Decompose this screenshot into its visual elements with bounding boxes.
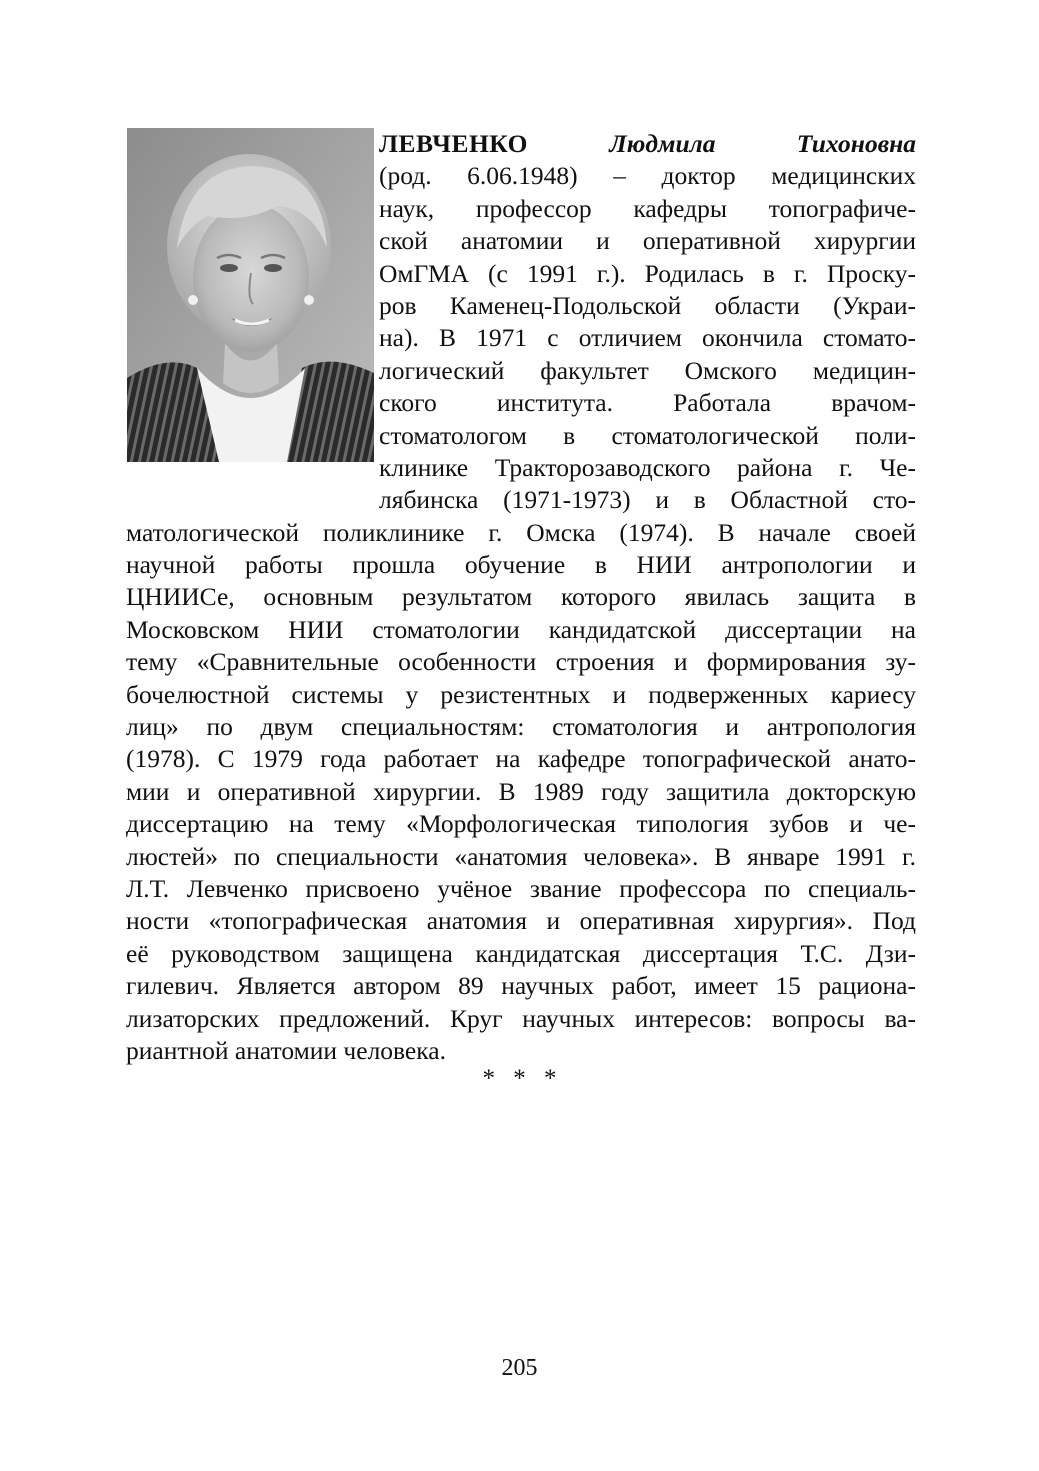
page-number: 205 xyxy=(501,1355,538,1381)
bio-line: риантной анатомии человека. xyxy=(126,1035,446,1065)
bio-line: тему «Сравнительные особенности строения и формирования зу- xyxy=(126,647,916,677)
bio-line: логический факультет Омского медицин- xyxy=(379,355,916,385)
bio-line: Л.Т. Левченко присвоено учёное звание профессора по специаль- xyxy=(126,873,916,903)
bio-line: наук, профессор кафедры топографиче- xyxy=(379,193,916,223)
bio-line: ности «топографическая анатомия и оперативная хирургия». Под xyxy=(126,906,916,936)
section-separator: * * * xyxy=(482,1065,563,1092)
person-surname: ЛЕВЧЕНКО xyxy=(379,129,528,158)
bio-line: матологической поликлинике г. Омска (1974). В начале своей xyxy=(126,517,916,547)
bio-line: ской анатомии и оперативной хирургии xyxy=(379,226,916,256)
bio-line: её руководством защищена кандидатская диссертация Т.С. Дзи- xyxy=(126,938,916,968)
bio-line: ров Каменец-Подольской области (Украи- xyxy=(379,290,916,320)
bio-line: Московском НИИ стоматологии кандидатской диссертации на xyxy=(126,614,916,644)
bio-line: стоматологом в стоматологической поли- xyxy=(379,420,916,450)
bio-line: клинике Тракторозаводского района г. Че- xyxy=(379,452,916,482)
bio-line: на). В 1971 с отличием окончила стомато- xyxy=(379,323,916,353)
bio-heading-line xyxy=(379,128,916,160)
bio-line: научной работы прошла обучение в НИИ антропологии и xyxy=(126,550,916,580)
bio-line: ОмГМА (с 1991 г.). Родилась в г. Проску- xyxy=(379,258,916,288)
bio-line: мии и оперативной хирургии. В 1989 году защитила докторскую xyxy=(126,776,916,806)
person-given-names: Людмила Тихоновна xyxy=(609,129,916,158)
bio-line: лиц» по двум специальностям: стоматология и антропология xyxy=(126,712,916,742)
biography-text xyxy=(126,128,916,1067)
bio-line: лизаторских предложений. Круг научных интересов: вопросы ва- xyxy=(126,1003,916,1033)
bio-line: гилевич. Является автором 89 научных работ, имеет 15 рациона- xyxy=(126,971,916,1001)
bio-line: (род. 6.06.1948) – доктор медицинских xyxy=(379,161,916,191)
bio-line: (1978). С 1979 года работает на кафедре топографической анато- xyxy=(126,744,916,774)
bio-line: ЦНИИСе, основным результатом которого явилась защита в xyxy=(126,582,916,612)
bio-line: люстей» по специальности «анатомия человека». В январе 1991 г. xyxy=(126,841,916,871)
bio-line: лябинска (1971-1973) и в Областной сто- xyxy=(379,485,916,515)
bio-line: диссертацию на тему «Морфологическая типология зубов и че- xyxy=(126,809,916,839)
bio-line: бочелюстной системы у резистентных и подверженных кариесу xyxy=(126,679,916,709)
bio-line: ского института. Работала врачом- xyxy=(379,388,916,418)
